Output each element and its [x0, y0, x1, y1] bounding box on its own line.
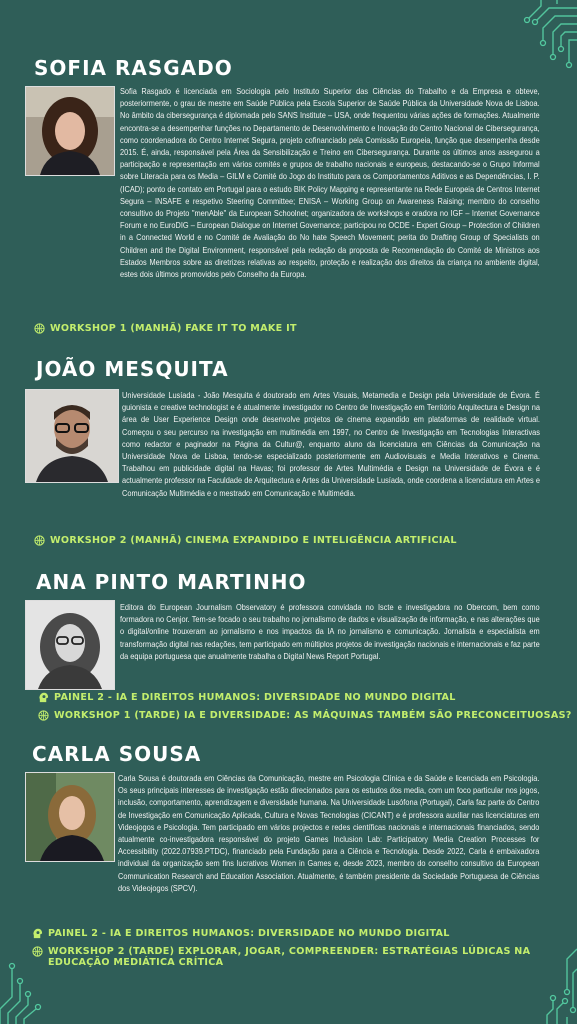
session-tag — [34, 323, 297, 334]
speaker-bio: Carla Sousa é doutorada em Ciências da Comunicação, mestre em Psicologia Clínica e da Saúde e licenciada em Psicologia. Os seus principais interesses de investigação estão direcionados para os estudos dos media, com um foco particular nos jogos, inclusão, comportamento, aprendizagem e diversidade humana. Na Universidade Lusófona (Portugal), Carla faz parte do Centro de Investigação em Comunicação Aplicada, Cultura e Novas Tecnologias (CICANT) e é professora auxiliar nas licenciaturas em Videojogos e Psicologia. Tem participado em vários projectos e redes científicas nacionais e internacionais financiados, sendo atualmente co-investigadora responsável do projeto Games Inclusion Lab: Participatory Media Creation Processes for Accessibility (2022.07939.PTDC), financiado pela Fundação para a Ciência e Tecnologia. Desde 2022, Carla é embaixadora individual da organização sem fins lucrativos Women in Games e, desde 2023, membro do conselho consultivo da European Communication Research and Education Association. Atualmente, é também presidente da Sociedade Portuguesa de Ciências dos Videojogos (SPCV). — [118, 773, 540, 893]
speaker-name: ANA PINTO MARTINHO — [36, 570, 307, 594]
session-tag-text: WORKSHOP 1 (MANHÃ) FAKE IT TO MAKE IT — [50, 323, 297, 334]
speaker-bio: Editora do European Journalism Observatory é professora convidada no Iscte e investigadora no Obercom, bem como formadora no Cenjor. Tem-se focado o seu trabalho no jornalismo de dados e visualização de informação, e nas alterações que o digital/online trouxeram ao jornalismo e nos impactos da IA no jornalismo e comunicação. Jornalista e especialista em transformação digital nas redações, tem participado em múltiplos projetos de investigação nacionais e internacionais e faz parte da equipa portuguesa que anualmente trabalha o Digital News Report Portugal. — [120, 602, 540, 661]
brain-globe-icon — [32, 946, 43, 957]
session-tag — [34, 535, 457, 546]
session-tag — [32, 928, 450, 939]
speaker-name: CARLA SOUSA — [32, 742, 202, 766]
brain-globe-icon — [34, 535, 45, 546]
circuit-decoration-bottom-left — [0, 929, 45, 1024]
brain-globe-icon — [34, 323, 45, 334]
session-tag-text: WORKSHOP 1 (TARDE) IA E DIVERSIDADE: AS MÁQUINAS TAMBÉM SÃO PRECONCEITUOSAS? — [54, 710, 572, 721]
session-tag-text: PAINEL 2 - IA E DIREITOS HUMANOS: DIVERSIDADE NO MUNDO DIGITAL — [54, 692, 456, 703]
speaker-name: JOÃO MESQUITA — [36, 357, 229, 381]
speaker-photo — [25, 86, 115, 176]
speaker-photo — [25, 772, 115, 862]
portrait-icon — [26, 601, 114, 689]
speaker-photo — [25, 600, 115, 690]
speaker-name: SOFIA RASGADO — [34, 56, 233, 80]
session-tag — [38, 710, 572, 721]
speaker-bio: Sofia Rasgado é licenciada em Sociologia pelo Instituto Superior das Ciências do Trabalho e da Empresa e obteve, posteriormente, o grau de mestre em Saúde Pública pela Escola Superior de Saúde Pública da Universidade Nova de Lisboa. No âmbito da cibersegurança é diplomada pelo SANS Institute – USA, onde frequentou várias ações de formações. Atualmente encontra-se a desempenhar funções no Departamento de Desenvolvimento e Inovação do Centro Nacional de Cibersegurança, como coordenadora do Centro Internet Segura, projeto cofinanciado pela Comissão Europeia, função que desempenha desde 2015. É, ainda, responsável pela Área da Sensibilização e Treino em Cibersegurança. Durante os últimos anos assegurou a participação e representação em vários comités e grupos de trabalho nacionais e europeus, destacando-se o Grupo Informal sobre Literacia para os Media – GILM e Comité do Jogo do Instituto para os Comportamentos Aditivos e as Dependências, I. P. (ICAD); ponto de contato em Portugal para o estudo BIK Policy Mapping e representante na Rede Europeia de Centros Internet Segura – INSAFE e respetivo Steering Committee; ENISA – Working Group on Awareness Raising; membro do conselho consultivo do Projeto "menAble" da European Schoolnet; organizadora de workshops e oradora no IGF – Internet Governance Forum e no EuroDIG – European Dialogue on Internet Governance; participou no OCDE - Expert Group – Protection of Children in a Connected World e no Comité de Avaliação do No hate Speech Movement; perita do Drafting Group of Specialists on Children and the Digital Environment, responsável pela redação da proposta de Recomendação do Comité de Ministros aos Estados Membros sobre as diretrizes relativas ao respeito, proteção e realização dos direitos da criança no ambiente digital, estes dois últimos promovidos pelo Conselho da Europa. — [120, 86, 540, 280]
session-tag-text: WORKSHOP 2 (MANHÃ) CINEMA EXPANDIDO E INTELIGÊNCIA ARTIFICIAL — [50, 535, 457, 546]
head-gear-icon — [38, 692, 49, 703]
circuit-decoration-top-right — [497, 0, 577, 70]
head-gear-icon — [32, 928, 43, 939]
session-tag-text: PAINEL 2 - IA E DIREITOS HUMANOS: DIVERSIDADE NO MUNDO DIGITAL — [48, 928, 450, 939]
session-tag-text: WORKSHOP 2 (TARDE) EXPLORAR, JOGAR, COMPREENDER: ESTRATÉGIAS LÚDICAS NA EDUCAÇÃO MEDIÁTICA CRÍTICA — [48, 946, 531, 968]
speaker-bio: Universidade Lusíada - João Mesquita é doutorado em Artes Visuais, Metamedia e Design pela Universidade de Évora. É guionista e creative technologist e é atualmente investigador no Centro de Investigação em Território Arquitectura e Design na área de User Experience Design onde desenvolve projetos de cinema expandido em plataformas de realidade virtual. Começou o seu percurso na investigação em multimédia em 1997, no Centro de Investigação em Tecnologias Interactivas como redactor e paginador na Página da Cultur@, enquanto aluno da licenciatura em Ciências da Comunicação na Universidade Nova de Lisboa, tendo-se especializado posteriormente em Audiovisuais e Media Interativos e Cinema. Trabalhou em publicidade digital na Havas; foi professor de Artes Multimédia e Design na Universidade de Évora e é actualmente professor na Faculdade de Arquitectura e Artes da Universidade Lusíada, onde coordena a licenciatura em Artes e Comunicação Multimédia e o mestrado em Comunicação e Multimédia. — [122, 390, 540, 498]
portrait-icon — [26, 773, 114, 861]
portrait-icon — [26, 390, 118, 482]
portrait-icon — [26, 87, 114, 175]
speaker-photo — [25, 389, 119, 483]
session-tag — [38, 692, 456, 703]
session-tag — [32, 946, 552, 968]
circuit-decoration-bottom-right — [527, 929, 577, 1024]
brain-globe-icon — [38, 710, 49, 721]
